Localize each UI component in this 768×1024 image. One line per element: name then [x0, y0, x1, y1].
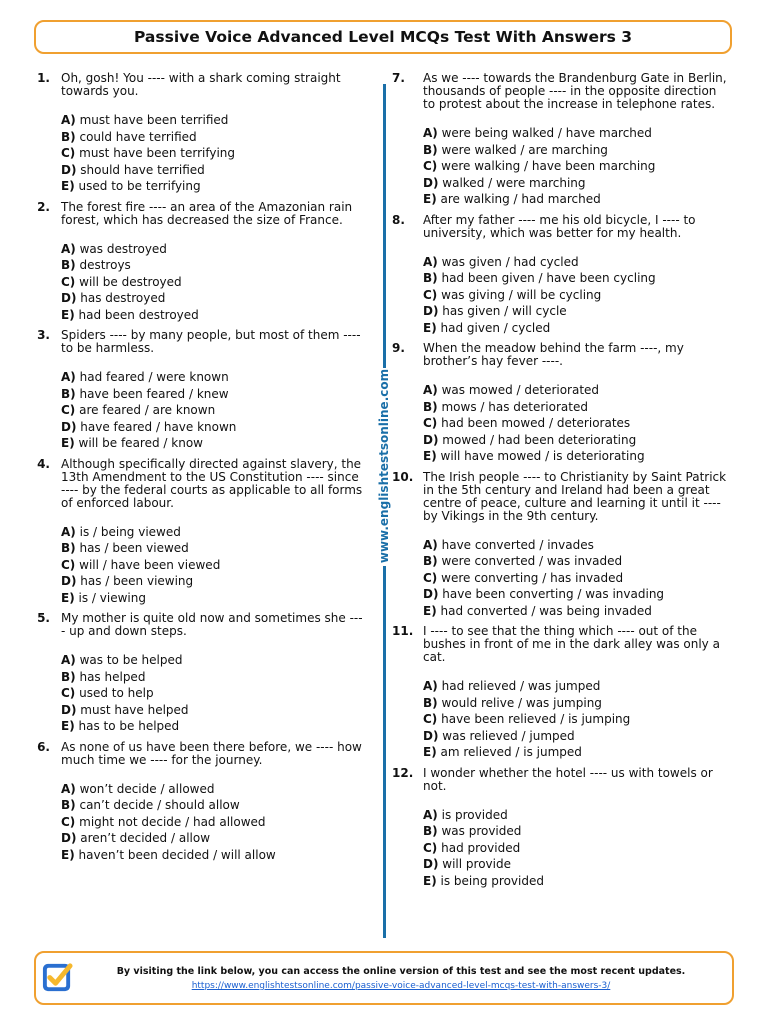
option-text: has given / will cycle — [442, 304, 567, 318]
option-letter: D) — [61, 831, 77, 845]
question-item — [392, 212, 728, 337]
option-text: aren’t decided / allow — [80, 831, 211, 845]
question-text: Spiders ---- by many people, but most of them ---- to be harmless. — [61, 328, 361, 355]
answer-options — [423, 678, 728, 761]
option-letter: D) — [423, 728, 439, 743]
questions-left-column — [34, 72, 366, 869]
option-text: had relieved / was jumped — [441, 679, 601, 693]
answer-option — [61, 257, 366, 274]
option-text: were converting / has invaded — [441, 570, 624, 585]
question-number: 8. — [392, 212, 405, 227]
column-divider-bottom — [383, 566, 386, 938]
answer-option — [61, 129, 366, 146]
option-text: had provided — [441, 840, 521, 855]
answer-option — [61, 781, 366, 798]
answer-option — [61, 162, 366, 179]
option-text: is being provided — [440, 873, 544, 888]
answer-option — [423, 303, 728, 320]
option-text: have feared / have known — [80, 419, 237, 434]
option-letter: C) — [423, 416, 438, 430]
answer-option — [423, 191, 728, 208]
answer-option — [423, 873, 728, 890]
option-letter: A) — [61, 781, 76, 796]
option-text: has to be helped — [78, 719, 180, 733]
option-letter: A) — [423, 126, 438, 140]
answer-option — [423, 570, 728, 587]
page-title-box — [34, 20, 732, 54]
answer-option — [423, 807, 728, 824]
option-text: would relive / was jumping — [441, 695, 602, 710]
answer-option — [61, 830, 366, 847]
option-letter: D) — [423, 857, 439, 871]
option-letter: A) — [423, 537, 438, 552]
answer-option — [423, 432, 728, 449]
question-number: 6. — [37, 739, 50, 754]
answer-option — [423, 553, 728, 570]
option-letter: B) — [423, 399, 438, 414]
answer-options — [423, 382, 728, 465]
answer-option — [61, 419, 366, 436]
option-text: must have been terrifying — [79, 146, 236, 160]
question-number: 5. — [37, 611, 50, 625]
answer-option — [61, 386, 366, 403]
answer-option — [61, 797, 366, 814]
option-text: must have helped — [80, 702, 189, 717]
option-text: can’t decide / should allow — [79, 798, 240, 812]
answer-option — [423, 158, 728, 175]
answer-option — [423, 415, 728, 432]
answer-options — [61, 369, 366, 452]
option-text: was provided — [441, 824, 522, 838]
option-letter: B) — [423, 824, 438, 838]
answer-options — [61, 781, 366, 864]
question-item — [392, 71, 728, 208]
option-text: were walked / are marching — [441, 142, 608, 157]
answer-options — [423, 125, 728, 208]
answer-option — [423, 678, 728, 695]
option-text: will be destroyed — [79, 274, 182, 289]
option-text: should have terrified — [80, 162, 205, 177]
answer-option — [61, 847, 366, 864]
option-text: had been destroyed — [78, 307, 199, 322]
answer-option — [423, 728, 728, 745]
option-letter: C) — [423, 287, 438, 302]
answer-option — [423, 270, 728, 287]
option-letter: A) — [61, 653, 76, 667]
question-text: Oh, gosh! You ---- with a shark coming straight towards you. — [61, 71, 341, 98]
option-text: was relieved / jumped — [442, 728, 575, 743]
footer-box — [34, 951, 734, 1005]
answer-option — [61, 290, 366, 307]
option-letter: A) — [423, 383, 438, 397]
question-text: My mother is quite old now and sometimes she ---- up and down steps. — [61, 611, 363, 638]
answer-option — [423, 399, 728, 416]
option-text: might not decide / had allowed — [79, 814, 266, 829]
option-letter: E) — [61, 307, 75, 322]
option-letter: D) — [61, 419, 77, 434]
option-letter: B) — [61, 129, 76, 144]
option-text: were walking / have been marching — [441, 159, 656, 173]
answer-option — [423, 823, 728, 840]
answer-option — [61, 178, 366, 195]
answer-option — [61, 814, 366, 831]
option-letter: D) — [423, 432, 439, 447]
option-text: is / being viewed — [79, 524, 181, 539]
option-text: had converted / was being invaded — [440, 603, 652, 618]
answer-options — [423, 254, 728, 337]
questions-right-column — [392, 71, 728, 895]
answer-options — [423, 807, 728, 890]
option-letter: A) — [61, 524, 76, 539]
option-letter: C) — [61, 814, 76, 829]
option-letter: E) — [423, 603, 437, 618]
option-letter: B) — [423, 142, 438, 157]
option-letter: D) — [61, 702, 77, 717]
option-letter: A) — [61, 241, 76, 256]
option-text: are walking / had marched — [440, 192, 601, 206]
answer-option — [61, 307, 366, 324]
option-letter: B) — [61, 258, 76, 272]
option-letter: C) — [61, 686, 76, 700]
question-item — [392, 765, 728, 890]
answer-option — [61, 652, 366, 669]
question-text: As none of us have been there before, we ---- how much time we ---- for the journey. — [61, 739, 362, 767]
option-text: have been feared / knew — [79, 386, 229, 401]
answer-option — [423, 125, 728, 142]
answer-option — [423, 695, 728, 712]
option-letter: E) — [61, 719, 75, 733]
option-letter: C) — [61, 557, 76, 572]
answer-option — [423, 448, 728, 465]
question-number: 1. — [37, 71, 50, 85]
option-text: was to be helped — [79, 653, 183, 667]
option-letter: E) — [423, 320, 437, 335]
answer-option — [61, 402, 366, 419]
option-text: has helped — [79, 669, 146, 684]
option-letter: C) — [423, 159, 438, 173]
option-text: will have mowed / is deteriorating — [440, 449, 645, 463]
option-text: have converted / invades — [441, 537, 594, 552]
option-letter: D) — [61, 162, 77, 177]
option-letter: B) — [423, 271, 438, 285]
question-item — [34, 612, 366, 735]
page-title: Passive Voice Advanced Level MCQs Test With Answers 3 — [133, 28, 633, 46]
answer-options — [423, 537, 728, 620]
answer-option — [61, 274, 366, 291]
answer-option — [423, 840, 728, 857]
question-item — [392, 341, 728, 465]
option-letter: E) — [61, 847, 75, 862]
question-item — [392, 624, 728, 761]
option-letter: B) — [61, 669, 76, 684]
option-text: are feared / are known — [79, 403, 216, 417]
question-text: I wonder whether the hotel ---- us with towels or not. — [423, 765, 713, 793]
answer-option — [61, 557, 366, 574]
column-divider-top — [383, 84, 386, 368]
option-text: have been converting / was invading — [442, 587, 665, 601]
answer-option — [61, 685, 366, 702]
option-text: had given / cycled — [440, 320, 551, 335]
option-text: was mowed / deteriorated — [441, 383, 600, 397]
option-letter: A) — [423, 679, 438, 693]
option-letter: D) — [61, 291, 77, 305]
option-text: has / been viewing — [80, 574, 194, 588]
option-letter: C) — [61, 403, 76, 417]
option-text: could have terrified — [79, 129, 197, 144]
question-text: I ---- to see that the thing which ---- out of the bushes in front of me in the dark alley was only a cat. — [423, 624, 720, 664]
answer-option — [423, 603, 728, 620]
answer-option — [423, 537, 728, 554]
answer-option — [423, 320, 728, 337]
answer-option — [61, 718, 366, 735]
option-text: mowed / had been deteriorating — [442, 432, 637, 447]
option-letter: A) — [423, 254, 438, 269]
answer-options — [61, 652, 366, 735]
answer-option — [423, 856, 728, 873]
option-text: walked / were marching — [442, 175, 586, 190]
answer-option — [423, 586, 728, 603]
question-text: Although specifically directed against slavery, the 13th Amendment to the US Constitution ---- since ---- by the federal courts as applicable to all forms of enforced labour. — [61, 456, 363, 510]
question-number: 10. — [392, 469, 414, 484]
option-text: destroys — [79, 258, 131, 272]
answer-options — [61, 241, 366, 324]
footer-text: By visiting the link below, you can access the online version of this test and see the most recent updates. — [116, 966, 686, 977]
option-text: were being walked / have marched — [441, 126, 652, 140]
option-text: used to help — [79, 686, 154, 700]
option-text: was destroyed — [79, 241, 167, 256]
answer-option — [423, 711, 728, 728]
option-text: had been mowed / deteriorates — [441, 416, 631, 430]
question-text: As we ---- towards the Brandenburg Gate in Berlin, thousands of people ---- in the opposite direction to protest about the increase in telephone rates. — [423, 71, 727, 111]
answer-option — [423, 744, 728, 761]
option-letter: E) — [423, 192, 437, 206]
option-text: will be feared / know — [78, 436, 203, 450]
answer-option — [423, 287, 728, 304]
question-number: 12. — [392, 765, 414, 780]
answer-option — [61, 573, 366, 590]
option-letter: D) — [61, 574, 77, 588]
option-letter: C) — [423, 840, 438, 855]
answer-option — [61, 540, 366, 557]
option-text: was given / had cycled — [441, 254, 579, 269]
option-letter: A) — [423, 807, 438, 822]
answer-option — [61, 702, 366, 719]
option-letter: E) — [423, 745, 437, 759]
option-text: is / viewing — [78, 590, 146, 605]
question-number: 9. — [392, 341, 405, 355]
question-number: 2. — [37, 199, 50, 214]
answer-option — [61, 524, 366, 541]
option-letter: E) — [61, 436, 75, 450]
option-text: used to be terrifying — [78, 179, 201, 193]
question-item — [34, 458, 366, 607]
question-item — [34, 741, 366, 864]
option-text: have been relieved / is jumping — [441, 712, 631, 726]
option-text: haven’t been decided / will allow — [78, 847, 276, 862]
site-watermark: www.englishtestsonline.com — [377, 368, 391, 564]
option-text: will / have been viewed — [79, 557, 221, 572]
option-text: will provide — [442, 857, 511, 871]
question-number: 11. — [392, 624, 414, 638]
option-letter: A) — [61, 370, 76, 384]
question-item — [34, 329, 366, 452]
footer-link[interactable]: https://www.englishtestsonline.com/passive-voice-advanced-level-mcqs-test-with-answers-3/ — [191, 981, 611, 991]
answer-option — [61, 369, 366, 386]
option-letter: B) — [61, 798, 76, 812]
option-letter: E) — [61, 590, 75, 605]
answer-option — [61, 590, 366, 607]
option-text: mows / has deteriorated — [441, 399, 588, 414]
question-text: The Irish people ---- to Christianity by Saint Patrick in the 5th century and Ireland had been a great centre of peace, culture and learning it until it ---- by Vikings in the 9th century. — [423, 469, 727, 523]
checkbox-check-icon — [41, 961, 74, 994]
option-text: was giving / will be cycling — [441, 287, 602, 302]
option-letter: E) — [61, 179, 75, 193]
question-item — [34, 72, 366, 195]
option-letter: B) — [423, 554, 438, 568]
answer-option — [61, 435, 366, 452]
answer-option — [61, 112, 366, 129]
question-number: 4. — [37, 456, 50, 471]
question-text: When the meadow behind the farm ----, my brother’s hay fever ----. — [423, 341, 684, 368]
option-letter: C) — [423, 712, 438, 726]
answer-option — [423, 254, 728, 271]
option-letter: C) — [61, 146, 76, 160]
option-text: has destroyed — [80, 291, 166, 305]
question-number: 3. — [37, 328, 50, 342]
question-text: The forest fire ---- an area of the Amazonian rain forest, which has decreased the size of France. — [61, 199, 353, 227]
question-item — [392, 469, 728, 620]
answer-options — [61, 112, 366, 195]
option-letter: D) — [423, 587, 439, 601]
option-letter: B) — [423, 695, 438, 710]
question-text: After my father ---- me his old bicycle, I ---- to university, which was better for my health. — [423, 212, 696, 240]
option-text: am relieved / is jumped — [440, 745, 582, 759]
question-number: 7. — [392, 71, 405, 85]
option-letter: B) — [61, 386, 76, 401]
option-letter: C) — [61, 274, 76, 289]
option-text: won’t decide / allowed — [79, 781, 215, 796]
option-text: were converted / was invaded — [441, 554, 623, 568]
question-item — [34, 201, 366, 324]
option-text: had feared / were known — [79, 370, 229, 384]
answer-options — [61, 524, 366, 607]
answer-option — [61, 669, 366, 686]
answer-option — [61, 145, 366, 162]
option-letter: B) — [61, 541, 76, 555]
option-letter: C) — [423, 570, 438, 585]
option-text: has / been viewed — [79, 541, 189, 555]
option-letter: A) — [61, 113, 76, 127]
option-letter: E) — [423, 449, 437, 463]
answer-option — [423, 382, 728, 399]
option-letter: D) — [423, 304, 439, 318]
answer-option — [61, 241, 366, 258]
option-text: must have been terrified — [79, 113, 229, 127]
option-letter: D) — [423, 175, 439, 190]
answer-option — [423, 175, 728, 192]
answer-option — [423, 142, 728, 159]
option-text: is provided — [441, 807, 508, 822]
option-text: had been given / have been cycling — [441, 271, 656, 285]
option-letter: E) — [423, 873, 437, 888]
